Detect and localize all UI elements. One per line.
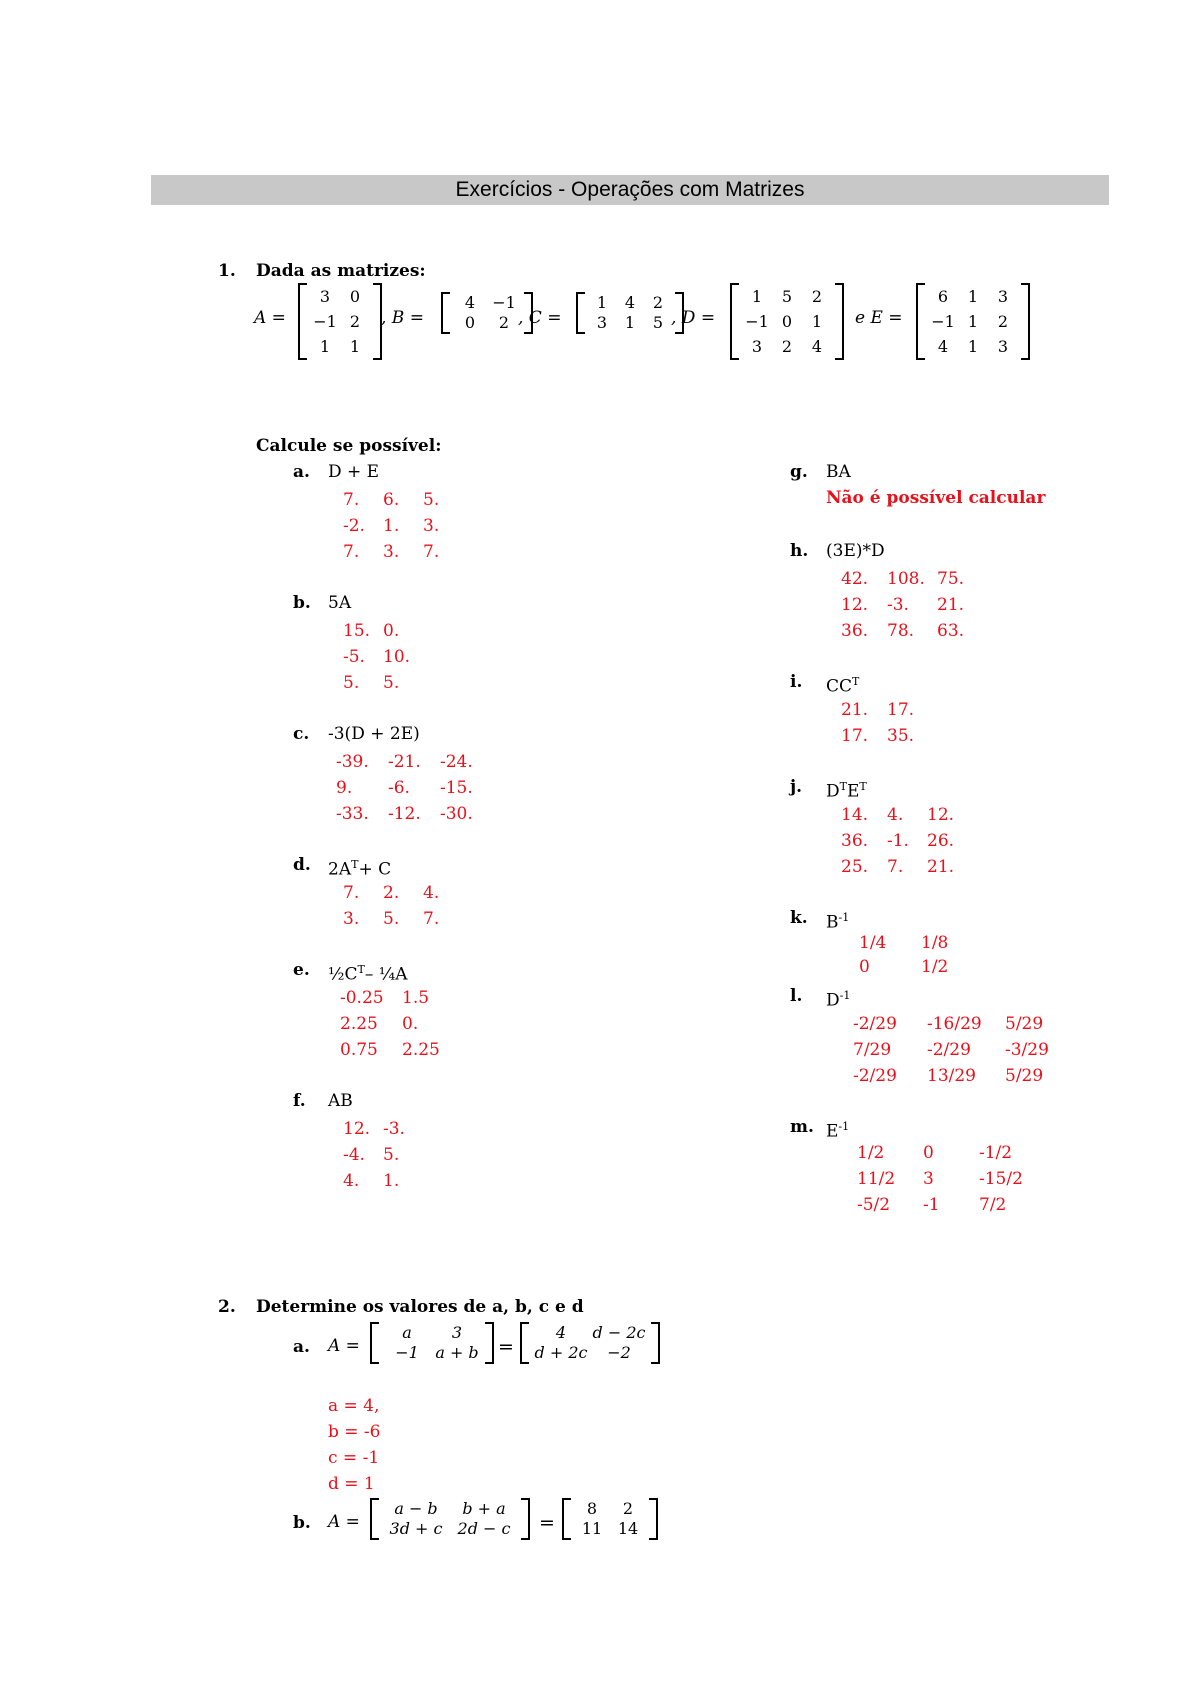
item-i-label-sup: T xyxy=(852,675,860,688)
answer-cell: 2. xyxy=(383,883,400,903)
answer-cell: 1. xyxy=(383,1171,400,1191)
matrix-cell: a − b xyxy=(394,1499,438,1518)
calc-heading: Calcule se possível: xyxy=(256,436,442,456)
matrix-cell: a xyxy=(402,1323,412,1342)
matrix-body xyxy=(379,1498,521,1540)
q2-b-equals: = xyxy=(539,1512,555,1534)
question-2-number: 2. xyxy=(218,1297,236,1317)
answer-cell: 78. xyxy=(887,621,915,641)
matrix-cell: 2 xyxy=(997,312,1009,331)
matrix-cell: 2 xyxy=(781,337,793,356)
matrix-cell: 2 xyxy=(349,312,361,331)
answer-cell: 5/29 xyxy=(1005,1014,1044,1034)
answer-cell: 42. xyxy=(841,569,869,589)
answer-cell: 12. xyxy=(841,595,869,615)
answer-cell: 17. xyxy=(887,700,915,720)
item-b-label: 5A xyxy=(328,593,352,613)
answer-h xyxy=(841,566,983,644)
item-i-letter: i. xyxy=(790,672,803,692)
q2-b-matrix-left xyxy=(370,1498,530,1540)
answer-cell: 21. xyxy=(937,595,965,615)
item-d-label-rest: + C xyxy=(358,859,392,880)
answer-cell: -3/29 xyxy=(1005,1040,1049,1060)
bracket-left xyxy=(520,1322,529,1364)
answer-cell: 0 xyxy=(859,957,870,977)
answer-cell: 0 xyxy=(923,1143,934,1163)
item-l-label-sup: -1 xyxy=(839,989,851,1002)
item-l-letter: l. xyxy=(790,986,803,1006)
answer-cell: 12. xyxy=(343,1119,371,1139)
answer-a xyxy=(343,487,463,565)
answer-cell: -1/2 xyxy=(979,1143,1013,1163)
label-B: , B = xyxy=(381,308,424,328)
answer-m xyxy=(857,1140,1059,1218)
item-d-label xyxy=(328,854,391,881)
answer-cell: 5. xyxy=(343,673,360,693)
matrix-cell: −1 xyxy=(313,312,337,331)
matrix-cell: −1 xyxy=(745,312,769,331)
answer-cell: 0.75 xyxy=(340,1040,378,1060)
answer-cell: -5. xyxy=(343,647,365,667)
answer-cell: 10. xyxy=(383,647,411,667)
answer-cell: 7. xyxy=(423,542,440,562)
item-c-label: -3(D + 2E) xyxy=(328,724,420,744)
answer-cell: 3. xyxy=(383,542,400,562)
matrix-cell: 3 xyxy=(997,337,1009,356)
answer-cell: -3. xyxy=(887,595,909,615)
matrix-cell: 2d − c xyxy=(457,1519,511,1538)
item-j-label-mid: E xyxy=(846,781,860,802)
matrix-cell: 4 xyxy=(555,1323,567,1342)
item-j-label xyxy=(826,776,867,803)
matrix-cell: 1 xyxy=(967,287,979,306)
matrix-cell: 1 xyxy=(624,313,636,332)
matrix-cell: 4 xyxy=(624,293,636,312)
answer-cell: -24. xyxy=(440,752,473,772)
answer-cell: 35. xyxy=(887,726,915,746)
answer-cell: 4. xyxy=(343,1171,360,1191)
answer-cell: 9. xyxy=(336,778,353,798)
answer-cell: 108. xyxy=(887,569,925,589)
answer-cell: 4. xyxy=(423,883,440,903)
matrix-cell: 0 xyxy=(349,287,361,306)
item-j-label-main: D xyxy=(826,781,840,802)
item-k-label xyxy=(826,907,849,934)
answer-cell: 3 xyxy=(923,1169,934,1189)
answer-l xyxy=(853,1011,1075,1089)
label-D: , D = xyxy=(671,308,716,328)
q2-b-letter: b. xyxy=(293,1513,311,1533)
question-2-heading: Determine os valores de a, b, c e d xyxy=(256,1297,584,1317)
answer-cell: 5. xyxy=(383,909,400,929)
item-e-label-sup: T xyxy=(357,963,365,976)
question-1-number: 1. xyxy=(218,261,236,281)
matrix-cell: 8 xyxy=(586,1499,598,1518)
answer-cell: -1 xyxy=(923,1195,940,1215)
item-g-label: BA xyxy=(826,462,851,482)
solution-line: d = 1 xyxy=(328,1474,375,1494)
matrix-cell: 3d + c xyxy=(389,1519,443,1538)
item-f-label: AB xyxy=(328,1091,353,1111)
q2-a-matrix-right xyxy=(520,1322,660,1364)
bracket-left xyxy=(298,283,307,360)
matrix-cell: 0 xyxy=(781,312,793,331)
matrix-cell: 1 xyxy=(349,337,361,356)
matrix-cell: −1 xyxy=(492,293,516,312)
answer-cell: 3. xyxy=(343,909,360,929)
answer-cell: -0.25 xyxy=(340,988,384,1008)
item-j-label-sup2: T xyxy=(859,780,867,793)
item-l-label-main: D xyxy=(826,990,840,1011)
matrix-cell: 4 xyxy=(464,293,476,312)
matrix-cell: 2 xyxy=(622,1499,634,1518)
matrix-C xyxy=(576,292,684,334)
matrix-cell: 2 xyxy=(652,293,664,312)
bracket-left xyxy=(370,1322,379,1364)
answer-cell: 1/8 xyxy=(921,933,949,953)
matrix-body xyxy=(450,292,524,334)
answer-cell: 5/29 xyxy=(1005,1066,1044,1086)
matrix-cell: b + a xyxy=(462,1499,506,1518)
item-b-letter: b. xyxy=(293,593,311,613)
item-d-label-sup: T xyxy=(351,858,359,871)
item-d-label-main: 2A xyxy=(328,859,352,880)
matrix-cell: 6 xyxy=(937,287,949,306)
answer-cell: 7. xyxy=(887,857,904,877)
bracket-left xyxy=(730,283,739,360)
matrix-cell: 1 xyxy=(967,312,979,331)
matrix-cell: −2 xyxy=(607,1343,631,1362)
answer-cell: 21. xyxy=(841,700,869,720)
answer-cell: 7. xyxy=(343,490,360,510)
q2-a-equals: = xyxy=(498,1336,514,1358)
matrix-body xyxy=(585,292,675,334)
answer-cell: -15. xyxy=(440,778,473,798)
solution-line: b = -6 xyxy=(328,1422,381,1442)
answer-cell: 5. xyxy=(423,490,440,510)
solution-line: a = 4, xyxy=(328,1396,380,1416)
matrix-A xyxy=(298,283,382,360)
answer-cell: -2/29 xyxy=(853,1014,897,1034)
matrix-cell: 11 xyxy=(581,1519,603,1538)
item-g-letter: g. xyxy=(790,462,808,482)
answer-cell: 11/2 xyxy=(857,1169,896,1189)
matrix-cell: 1 xyxy=(967,337,979,356)
item-h-label: (3E)*D xyxy=(826,541,885,561)
bracket-right xyxy=(485,1322,494,1364)
answer-cell: 7. xyxy=(343,883,360,903)
answer-cell: 7/29 xyxy=(853,1040,892,1060)
answer-cell: -16/29 xyxy=(927,1014,982,1034)
answer-k xyxy=(859,931,983,979)
answer-cell: 7. xyxy=(343,542,360,562)
answer-j xyxy=(841,802,973,880)
matrix-cell: 14 xyxy=(617,1519,639,1538)
bracket-left xyxy=(370,1498,379,1540)
q2-b-matrix-right xyxy=(562,1498,658,1540)
answer-cell: -2. xyxy=(343,516,365,536)
answer-cell: -33. xyxy=(336,804,369,824)
answer-g: Não é possível calcular xyxy=(826,488,1046,508)
answer-cell: 1/2 xyxy=(857,1143,885,1163)
matrix-cell: 5 xyxy=(781,287,793,306)
matrix-body xyxy=(529,1322,651,1364)
answer-f xyxy=(343,1116,423,1194)
matrix-body xyxy=(925,283,1021,360)
item-e-label xyxy=(328,959,408,986)
answer-cell: 7/2 xyxy=(979,1195,1007,1215)
answer-cell: -39. xyxy=(336,752,369,772)
answer-cell: 6. xyxy=(383,490,400,510)
item-m-label-main: E xyxy=(826,1121,839,1142)
item-m-letter: m. xyxy=(790,1117,814,1137)
answer-cell: 1/2 xyxy=(921,957,949,977)
answer-cell: 7. xyxy=(423,909,440,929)
answer-cell: 75. xyxy=(937,569,965,589)
answer-cell: 26. xyxy=(927,831,955,851)
matrix-cell: 3 xyxy=(997,287,1009,306)
answer-cell: 4. xyxy=(887,805,904,825)
matrix-cell: 0 xyxy=(464,313,476,332)
matrix-cell: 1 xyxy=(596,293,608,312)
item-j-label-sup: T xyxy=(839,780,847,793)
bracket-right xyxy=(521,1498,530,1540)
label-A: A = xyxy=(254,308,286,328)
q2-a-matrix-left xyxy=(370,1322,494,1364)
answer-cell: -15/2 xyxy=(979,1169,1023,1189)
bracket-right xyxy=(1021,283,1030,360)
q2-a-solution xyxy=(328,1393,381,1497)
answer-b xyxy=(343,618,433,696)
matrix-body xyxy=(571,1498,649,1540)
item-m-label xyxy=(826,1116,849,1143)
answer-cell: -21. xyxy=(388,752,421,772)
answer-cell: 0. xyxy=(402,1014,419,1034)
answer-cell: -1. xyxy=(887,831,909,851)
q2-a-letter: a. xyxy=(293,1337,310,1357)
matrix-cell: 1 xyxy=(751,287,763,306)
solution-line: c = -1 xyxy=(328,1448,380,1468)
answer-cell: 21. xyxy=(927,857,955,877)
answer-cell: 15. xyxy=(343,621,371,641)
matrix-cell: 5 xyxy=(652,313,664,332)
item-h-letter: h. xyxy=(790,541,809,561)
matrix-cell: d + 2c xyxy=(534,1343,588,1362)
answer-d xyxy=(343,880,463,932)
matrix-cell: a + b xyxy=(435,1343,479,1362)
answer-c xyxy=(336,749,492,827)
matrix-E xyxy=(916,283,1030,360)
answer-cell: 25. xyxy=(841,857,869,877)
answer-cell: -2/29 xyxy=(927,1040,971,1060)
matrix-body xyxy=(307,283,373,360)
bracket-right xyxy=(649,1498,658,1540)
item-i-label xyxy=(826,671,859,698)
matrix-cell: 3 xyxy=(451,1323,463,1342)
answer-cell: 1.5 xyxy=(402,988,430,1008)
answer-cell: 36. xyxy=(841,831,869,851)
answer-cell: -4. xyxy=(343,1145,365,1165)
answer-cell: 14. xyxy=(841,805,869,825)
matrix-cell: 2 xyxy=(498,313,510,332)
label-C: , C = xyxy=(518,308,562,328)
item-k-label-main: B xyxy=(826,912,839,933)
bracket-left xyxy=(576,292,585,334)
answer-cell: 5. xyxy=(383,673,400,693)
answer-cell: -2/29 xyxy=(853,1066,897,1086)
matrix-cell: 2 xyxy=(811,287,823,306)
answer-cell: 0. xyxy=(383,621,400,641)
matrix-body xyxy=(379,1322,485,1364)
item-j-letter: j. xyxy=(790,777,803,797)
answer-i xyxy=(841,697,933,749)
answer-cell: 1. xyxy=(383,516,400,536)
item-e-label-main: ½C xyxy=(328,964,358,985)
question-1-heading: Dada as matrizes: xyxy=(256,261,426,281)
item-k-label-sup: -1 xyxy=(838,911,850,924)
answer-cell: -12. xyxy=(388,804,421,824)
page-title: Exercícios - Operações com Matrizes xyxy=(455,178,805,201)
answer-cell: -3. xyxy=(383,1119,405,1139)
matrix-cell: −1 xyxy=(931,312,955,331)
item-e-letter: e. xyxy=(293,960,310,980)
answer-cell: 36. xyxy=(841,621,869,641)
answer-cell: -5/2 xyxy=(857,1195,891,1215)
matrix-cell: 1 xyxy=(319,337,331,356)
label-E: e E = xyxy=(855,308,903,328)
bracket-left xyxy=(441,292,450,334)
matrix-cell: 3 xyxy=(751,337,763,356)
item-a-letter: a. xyxy=(293,462,310,482)
item-e-label-rest: – ¼A xyxy=(364,964,408,985)
item-m-label-sup: -1 xyxy=(838,1120,850,1133)
matrix-cell: 4 xyxy=(937,337,949,356)
bracket-right xyxy=(651,1322,660,1364)
bracket-left xyxy=(916,283,925,360)
matrix-D xyxy=(730,283,844,360)
answer-cell: 17. xyxy=(841,726,869,746)
q2-b-lhs: A = xyxy=(328,1512,360,1532)
q2-a-lhs: A = xyxy=(328,1336,360,1356)
bracket-left xyxy=(562,1498,571,1540)
answer-cell: 1/4 xyxy=(859,933,887,953)
matrix-cell: 3 xyxy=(596,313,608,332)
matrix-cell: −1 xyxy=(395,1343,419,1362)
bracket-right xyxy=(835,283,844,360)
answer-cell: -6. xyxy=(388,778,410,798)
answer-e xyxy=(340,985,462,1063)
item-f-letter: f. xyxy=(293,1091,306,1111)
answer-cell: 2.25 xyxy=(340,1014,378,1034)
item-k-letter: k. xyxy=(790,908,808,928)
answer-cell: 12. xyxy=(927,805,955,825)
answer-cell: 3. xyxy=(423,516,440,536)
item-d-letter: d. xyxy=(293,855,311,875)
item-a-label: D + E xyxy=(328,462,380,482)
matrix-body xyxy=(739,283,835,360)
answer-cell: -30. xyxy=(440,804,473,824)
item-i-label-main: CC xyxy=(826,676,853,697)
matrix-cell: d − 2c xyxy=(592,1323,646,1342)
item-c-letter: c. xyxy=(293,724,310,744)
answer-cell: 13/29 xyxy=(927,1066,976,1086)
answer-cell: 5. xyxy=(383,1145,400,1165)
matrix-cell: 3 xyxy=(319,287,331,306)
answer-cell: 2.25 xyxy=(402,1040,440,1060)
item-l-label xyxy=(826,985,850,1012)
matrix-cell: 4 xyxy=(811,337,823,356)
answer-cell: 63. xyxy=(937,621,965,641)
matrix-cell: 1 xyxy=(811,312,823,331)
